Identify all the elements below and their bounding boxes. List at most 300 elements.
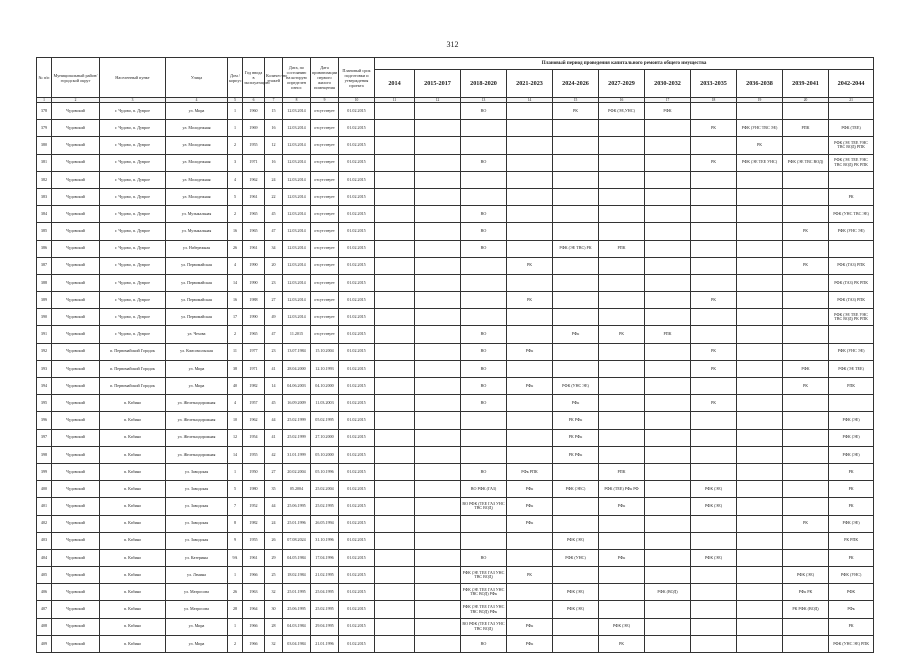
plan-period-cell (783, 309, 829, 326)
plan-period-cell (415, 567, 461, 584)
table-row (37, 395, 874, 412)
privatization-date-cell: отсутствует (311, 154, 339, 171)
municipality-cell: Чудовский (52, 223, 100, 240)
settlement-cell: п. Кабино (100, 481, 166, 498)
plan-period-cell (553, 618, 599, 635)
year-cell: 1971 (243, 154, 265, 171)
plan-period-cell: ВО (461, 223, 507, 240)
column-index-cell: 17 (645, 98, 691, 103)
plan-period-cell: ВО (461, 103, 507, 120)
planned-term-cell: 01.02.2015 (339, 412, 375, 429)
plan-period-cell (507, 223, 553, 240)
plan-period-cell (783, 274, 829, 291)
plan-period-cell: ВО (461, 360, 507, 377)
plan-period-cell (599, 567, 645, 584)
column-index-cell: 7 (265, 98, 283, 103)
floors-cell: 27 (265, 292, 283, 309)
settlement-cell: г. Чудово, п. Дуврое (100, 171, 166, 188)
privatization-date-cell: отсутствует (311, 309, 339, 326)
table-row (37, 601, 874, 618)
plan-period-cell: РФК (ЭЕ) (829, 446, 874, 463)
plan-period-cell (783, 395, 829, 412)
plan-period-cell (691, 446, 737, 463)
planned-term-cell: 01.02.2015 (339, 103, 375, 120)
plan-period-cell (691, 429, 737, 446)
header-floors: Количество этажей (265, 58, 283, 98)
house-cell: 28 (228, 601, 243, 618)
plan-period-cell: РФК (ЭЕ) (691, 549, 737, 566)
plan-period-cell (553, 137, 599, 154)
row-number: 386 (37, 240, 52, 257)
plan-period-cell (691, 584, 737, 601)
street-cell: ул. Заводская (166, 532, 228, 549)
column-index-cell: 8 (283, 98, 311, 103)
plan-period-cell (375, 137, 415, 154)
privatization-date-cell: отсутствует (311, 206, 339, 223)
page-number: 312 (446, 40, 459, 49)
column-index-cell: 5 (228, 98, 243, 103)
municipality-cell: Чудовский (52, 137, 100, 154)
year-cell: 1955 (243, 446, 265, 463)
inclusion-date-cell: 03.04.1984 (283, 635, 311, 652)
plan-period-cell: РФК (ГАЗ) РПК (829, 292, 874, 309)
plan-period-cell (461, 412, 507, 429)
plan-period-cell (461, 292, 507, 309)
plan-period-cell (737, 446, 783, 463)
plan-period-cell: ВО (461, 635, 507, 652)
house-cell: 1 (228, 463, 243, 480)
plan-period-cell: РК (829, 618, 874, 635)
plan-period-cell (783, 206, 829, 223)
street-cell: ул. Катерины (166, 549, 228, 566)
inclusion-date-cell: 12.03.2014 (283, 240, 311, 257)
plan-period-cell (599, 188, 645, 205)
floors-cell: 15 (265, 103, 283, 120)
plan-period-cell (737, 171, 783, 188)
row-number: 399 (37, 463, 52, 480)
inclusion-date-cell: 13.07.1984 (283, 343, 311, 360)
row-number: 383 (37, 188, 52, 205)
plan-period-cell (645, 395, 691, 412)
planned-term-cell: 01.02.2015 (339, 532, 375, 549)
plan-period-cell: РФК (ЭЕ ТЕЕ УНС ТВС ВОД) РК РПК (829, 154, 874, 171)
house-cell: 16 (228, 292, 243, 309)
plan-period-cell (461, 274, 507, 291)
planned-term-cell: 01.02.2015 (339, 446, 375, 463)
table-row (37, 223, 874, 240)
plan-period-cell: РФК (ЭЕ ТЕЕ УНС ТВС ВОД) РК РПК (829, 309, 874, 326)
plan-period-cell: РК (691, 120, 737, 137)
plan-period-cell: РФК (ЭЕ) (599, 618, 645, 635)
row-number: 401 (37, 498, 52, 515)
table-row (37, 584, 874, 601)
plan-period-cell (507, 137, 553, 154)
plan-period-cell (691, 326, 737, 343)
street-cell: ул. Заводская (166, 463, 228, 480)
plan-period-cell (737, 103, 783, 120)
header-year-period: 2024-2026 (553, 70, 599, 98)
settlement-cell: г. Чудово, п. Дуврое (100, 292, 166, 309)
planned-term-cell: 01.02.2015 (339, 584, 375, 601)
municipality-cell: Чудовский (52, 171, 100, 188)
house-cell: 8 (228, 515, 243, 532)
plan-period-cell (691, 635, 737, 652)
house-cell: 14 (228, 274, 243, 291)
year-cell: 1966 (243, 567, 265, 584)
floors-cell: 14 (265, 378, 283, 395)
planned-term-cell: 01.02.2015 (339, 378, 375, 395)
header-year-period: 2027-2029 (599, 70, 645, 98)
plan-period-cell (375, 257, 415, 274)
year-cell: 1954 (243, 429, 265, 446)
row-number: 397 (37, 429, 52, 446)
plan-period-cell: РФк (507, 378, 553, 395)
row-number: 403 (37, 532, 52, 549)
plan-period-cell: РФК (783, 360, 829, 377)
settlement-cell: п. Кабино (100, 412, 166, 429)
plan-period-cell: РФК (ЭЕ ТЕЕ ГАЗ УНС ТВС ВОД) РФк (461, 601, 507, 618)
row-number: 405 (37, 567, 52, 584)
plan-period-cell: РК (829, 463, 874, 480)
table-row (37, 274, 874, 291)
house-cell: 2 (228, 206, 243, 223)
plan-period-cell: РК РФк (553, 446, 599, 463)
house-cell: 16 (228, 223, 243, 240)
row-number: 384 (37, 206, 52, 223)
column-index-cell: 18 (691, 98, 737, 103)
column-index-cell: 1 (37, 98, 52, 103)
street-cell: ул. Мира (166, 618, 228, 635)
year-cell: 1982 (243, 515, 265, 532)
plan-period-cell (415, 378, 461, 395)
house-cell: 9 (228, 532, 243, 549)
plan-period-cell (645, 498, 691, 515)
row-number: 393 (37, 360, 52, 377)
column-index-cell: 3 (100, 98, 166, 103)
plan-period-cell (415, 549, 461, 566)
plan-period-cell (599, 137, 645, 154)
privatization-date-cell: 17.04.1996 (311, 549, 339, 566)
year-cell: 1980 (243, 481, 265, 498)
plan-period-cell (783, 326, 829, 343)
year-cell: 1962 (243, 171, 265, 188)
table-row (37, 481, 874, 498)
plan-period-cell (461, 137, 507, 154)
floors-cell: 23 (265, 343, 283, 360)
privatization-date-cell: отсутствует (311, 171, 339, 188)
plan-period-cell (599, 171, 645, 188)
plan-period-cell: РК (691, 360, 737, 377)
plan-period-cell: РФК (ЭЕ) (783, 567, 829, 584)
plan-period-cell (645, 549, 691, 566)
header-year-period: 2033-2035 (691, 70, 737, 98)
plan-period-cell (375, 343, 415, 360)
plan-period-cell (599, 309, 645, 326)
plan-period-cell (645, 292, 691, 309)
plan-period-cell (415, 154, 461, 171)
settlement-cell: п. Кабино (100, 446, 166, 463)
planned-term-cell: 01.02.2015 (339, 292, 375, 309)
privatization-date-cell: отсутствует (311, 240, 339, 257)
column-index-cell: 11 (375, 98, 415, 103)
plan-period-cell: РК РПК (829, 532, 874, 549)
plan-period-cell: РФк (507, 515, 553, 532)
table-row (37, 154, 874, 171)
plan-period-cell (737, 584, 783, 601)
plan-period-cell (553, 309, 599, 326)
plan-period-cell (737, 378, 783, 395)
floors-cell: 47 (265, 223, 283, 240)
header-num: № п/п (37, 58, 52, 98)
plan-period-cell: РФк (829, 601, 874, 618)
plan-period-cell (645, 618, 691, 635)
floors-cell: 34 (265, 240, 283, 257)
municipality-cell: Чудовский (52, 463, 100, 480)
plan-period-cell: РФК (УНС) (829, 567, 874, 584)
plan-period-cell (415, 584, 461, 601)
plan-period-cell (415, 618, 461, 635)
street-cell: ул. Музыкальная (166, 223, 228, 240)
floors-cell: 32 (265, 584, 283, 601)
inclusion-date-cell: 25.06.1995 (283, 498, 311, 515)
house-cell: 4 (228, 171, 243, 188)
plan-period-cell (783, 463, 829, 480)
plan-period-cell (645, 188, 691, 205)
plan-period-cell: РК (507, 567, 553, 584)
plan-period-cell (783, 635, 829, 652)
planned-term-cell: 01.02.2015 (339, 274, 375, 291)
year-cell: 1990 (243, 274, 265, 291)
header-house: Дом / корпус (228, 58, 243, 98)
street-cell: ул. Молодежная (166, 171, 228, 188)
plan-period-cell (599, 412, 645, 429)
plan-period-cell (461, 446, 507, 463)
plan-period-cell (691, 240, 737, 257)
street-cell: ул. Мира (166, 103, 228, 120)
privatization-date-cell: отсутствует (311, 292, 339, 309)
plan-period-cell: РФК (ЭЕ ТЕЕ УНС) (737, 154, 783, 171)
year-cell: 1965 (243, 223, 265, 240)
plan-period-cell: РФК (ЭЕ) (553, 601, 599, 618)
municipality-cell: Чудовский (52, 309, 100, 326)
street-cell: ул. Заводская (166, 481, 228, 498)
plan-period-cell: ВО (461, 154, 507, 171)
plan-period-cell (507, 584, 553, 601)
table-row (37, 326, 874, 343)
inclusion-date-cell: 25.02.1999 (283, 412, 311, 429)
plan-period-cell (691, 463, 737, 480)
plan-period-cell: ВО (461, 326, 507, 343)
inclusion-date-cell: 07.08.2024 (283, 532, 311, 549)
planned-term-cell: 01.02.2015 (339, 601, 375, 618)
street-cell: ул. Заводская (166, 498, 228, 515)
plan-period-cell (415, 274, 461, 291)
inclusion-date-cell: 12.03.2014 (283, 188, 311, 205)
floors-cell: 44 (265, 498, 283, 515)
municipality-cell: Чудовский (52, 292, 100, 309)
planned-term-cell: 01.02.2015 (339, 498, 375, 515)
settlement-cell: п. Кабино (100, 549, 166, 566)
plan-period-cell (415, 360, 461, 377)
plan-period-cell (553, 635, 599, 652)
row-number: 381 (37, 154, 52, 171)
plan-period-cell: РФк (553, 326, 599, 343)
house-cell: 1 (228, 618, 243, 635)
plan-period-cell (645, 223, 691, 240)
floors-cell: 22 (265, 188, 283, 205)
inclusion-date-cell: 04.03.1984 (283, 618, 311, 635)
plan-period-cell (645, 309, 691, 326)
plan-period-cell (829, 103, 874, 120)
column-index-cell: 2 (52, 98, 100, 103)
plan-period-cell (691, 137, 737, 154)
plan-period-cell: РПК (599, 240, 645, 257)
plan-period-cell (737, 309, 783, 326)
year-cell: 1962 (243, 412, 265, 429)
floors-cell: 16 (265, 154, 283, 171)
row-number: 388 (37, 274, 52, 291)
plan-period-cell: РФк (507, 343, 553, 360)
plan-period-cell: РФК (ЭЕ) (829, 429, 874, 446)
municipality-cell: Чудовский (52, 515, 100, 532)
row-number: 402 (37, 515, 52, 532)
plan-period-cell: ВО (461, 206, 507, 223)
plan-period-cell (737, 360, 783, 377)
row-number: 400 (37, 481, 52, 498)
inclusion-date-cell: 25.06.1995 (283, 601, 311, 618)
plan-period-cell: РФК (ЭЕ) (553, 532, 599, 549)
plan-period-cell (415, 343, 461, 360)
plan-period-cell: РК (829, 549, 874, 566)
planned-term-cell: 01.02.2015 (339, 326, 375, 343)
plan-period-cell: РФК (ГАЗ) РПК (829, 257, 874, 274)
year-cell: 1988 (243, 292, 265, 309)
settlement-cell: п. Кабино (100, 635, 166, 652)
table-row (37, 549, 874, 566)
year-cell: 1990 (243, 257, 265, 274)
plan-period-cell (783, 188, 829, 205)
floors-cell: 25 (265, 567, 283, 584)
row-number: 406 (37, 584, 52, 601)
plan-period-cell (737, 618, 783, 635)
plan-period-cell (829, 240, 874, 257)
plan-period-cell (737, 532, 783, 549)
settlement-cell: п. Кабино (100, 395, 166, 412)
plan-period-cell (737, 343, 783, 360)
year-cell: 1960 (243, 103, 265, 120)
plan-period-cell (553, 274, 599, 291)
planned-term-cell: 01.02.2015 (339, 360, 375, 377)
municipality-cell: Чудовский (52, 498, 100, 515)
plan-period-cell (553, 171, 599, 188)
floors-cell: 28 (265, 618, 283, 635)
house-cell: 2 (228, 137, 243, 154)
plan-period-cell: РФК (ЭЕ ТЕЕ ГАЗ УНС ТВС ВОД) РФк (461, 584, 507, 601)
municipality-cell: Чудовский (52, 326, 100, 343)
inclusion-date-cell: 11.2015 (283, 326, 311, 343)
plan-period-cell (415, 395, 461, 412)
floors-cell: 24 (265, 515, 283, 532)
settlement-cell: г. Чудово, п. Дуврое (100, 120, 166, 137)
plan-period-cell: РК (507, 257, 553, 274)
planned-term-cell: 01.02.2015 (339, 549, 375, 566)
privatization-date-cell: 25.02.2004 (311, 481, 339, 498)
privatization-date-cell: 04.10.2000 (311, 378, 339, 395)
planned-term-cell: 01.02.2015 (339, 223, 375, 240)
plan-period-cell: РФК (УНС ЭЕ) (829, 223, 874, 240)
plan-period-cell (737, 240, 783, 257)
plan-period-cell: РФК (ЭЕ ТЕЕ) (829, 360, 874, 377)
municipality-cell: Чудовский (52, 103, 100, 120)
year-cell: 1952 (243, 498, 265, 515)
plan-period-cell (375, 549, 415, 566)
street-cell: ул. Матросова (166, 601, 228, 618)
municipality-cell: Чудовский (52, 257, 100, 274)
settlement-cell: г. Чудово, п. Дуврое (100, 223, 166, 240)
house-cell: 17 (228, 309, 243, 326)
row-number: 394 (37, 378, 52, 395)
row-number: 404 (37, 549, 52, 566)
municipality-cell: Чудовский (52, 446, 100, 463)
plan-period-cell (829, 326, 874, 343)
plan-period-cell (415, 326, 461, 343)
plan-period-cell: РФК (ВОД) (645, 584, 691, 601)
plan-period-cell (375, 378, 415, 395)
plan-period-cell (737, 206, 783, 223)
municipality-cell: Чудовский (52, 635, 100, 652)
year-cell: 1950 (243, 463, 265, 480)
plan-period-cell: РПК (599, 463, 645, 480)
planned-term-cell: 01.02.2015 (339, 309, 375, 326)
municipality-cell: Чудовский (52, 618, 100, 635)
column-index-cell: 10 (339, 98, 375, 103)
planned-term-cell: 01.02.2015 (339, 171, 375, 188)
row-number: 378 (37, 103, 52, 120)
plan-period-cell (461, 532, 507, 549)
floors-cell: 47 (265, 326, 283, 343)
plan-period-cell: РФК (ЭЕ) (829, 412, 874, 429)
capital-repair-register-table (36, 57, 874, 653)
house-cell: 12 (228, 429, 243, 446)
settlement-cell: г. Чудово, п. Дуврое (100, 154, 166, 171)
plan-period-cell (599, 429, 645, 446)
table-row (37, 618, 874, 635)
street-cell: ул. Первомайская (166, 257, 228, 274)
house-cell: 5 (228, 188, 243, 205)
house-cell: 10 (228, 412, 243, 429)
plan-period-cell (507, 309, 553, 326)
year-cell: 1957 (243, 395, 265, 412)
plan-period-cell (375, 309, 415, 326)
street-cell: ул. Первомайская (166, 292, 228, 309)
table-row (37, 120, 874, 137)
header-privatization-date: Дата приватизации первого жилого помещения (311, 58, 339, 98)
plan-period-cell: РПК (829, 378, 874, 395)
plan-period-cell (507, 188, 553, 205)
inclusion-date-cell: 12.03.2014 (283, 120, 311, 137)
plan-period-cell (553, 515, 599, 532)
plan-period-cell: РК (599, 326, 645, 343)
municipality-cell: Чудовский (52, 188, 100, 205)
plan-period-cell (553, 360, 599, 377)
plan-period-cell (691, 103, 737, 120)
plan-period-cell (599, 343, 645, 360)
plan-period-cell (507, 549, 553, 566)
settlement-cell: п. Кабино (100, 515, 166, 532)
floors-cell: 30 (265, 601, 283, 618)
plan-period-cell (829, 171, 874, 188)
header-year: Год ввода в эксплуатацию (243, 58, 265, 98)
